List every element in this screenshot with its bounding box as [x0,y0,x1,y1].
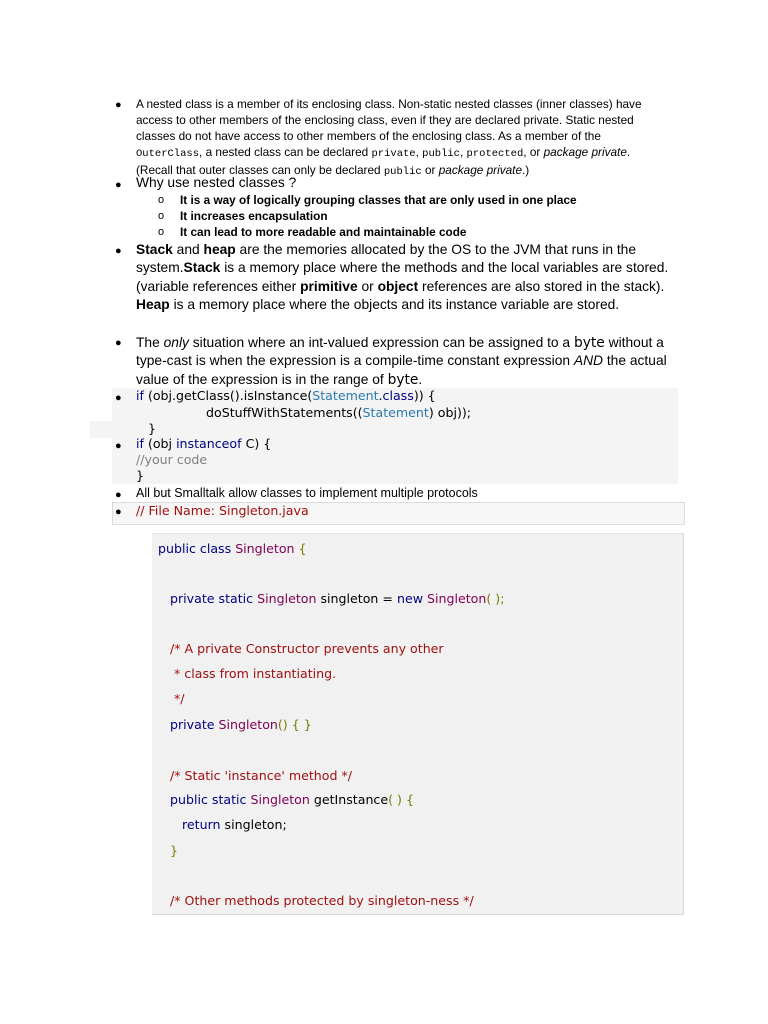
sub-bullet-circle: o [158,226,165,238]
sub-bullet-circle: o [158,210,165,222]
code-comment: /* Other methods protected by singleton-ness */ [170,893,474,908]
reason-item: It increases encapsulation [180,209,328,223]
code-line: public static Singleton getInstance( ) { [170,792,414,807]
byte-paragraph: The only situation where an int-valued expression can be assigned to a byte without a type-cast is when the expression is a compile-time constant expression AND the actual value of the expression is in the range of byte. [136,335,667,388]
code-comment: /* Static 'instance' method */ [170,768,353,783]
bullet-dot: ● [115,440,122,452]
code-line: doStuffWithStatements((Statement) obj)); [206,405,472,420]
code-line: public class Singleton { [158,541,307,556]
code-line: return singleton; [182,817,287,832]
singleton-code-block [152,533,684,915]
why-heading: Why use nested classes ? [136,175,297,190]
code-comment: //your code [136,452,208,467]
code-comment: /* A private Constructor prevents any other [170,641,444,656]
code-line: } [170,843,179,858]
sub-bullet-circle: o [158,194,165,206]
code-line: if (obj instanceof C) { [136,436,272,451]
protocols-text: All but Smalltalk allow classes to implement multiple protocols [136,486,478,500]
code-comment: */ [170,691,185,706]
bullet-dot: ● [115,99,122,111]
code-line: } [136,468,145,483]
nested-class-paragraph: A nested class is a member of its enclosing class. Non-static nested classes (inner classes) have access to other members of the enclosing class, even if they are declared private. Static nested classes do not have access to other members of the enclosing class. As a member of the OuterClass, a nested class can be declared private, public, protected, or package private. (Recall that outer classes can only be declared public or package private.) [136,97,642,178]
code-line: if (obj.getClass().isInstance(Statement.class)) { [136,388,436,403]
code-line: private static Singleton singleton = new Singleton( ); [170,591,505,606]
bullet-dot: ● [115,392,122,404]
reason-item: It is a way of logically grouping classes that are only used in one place [180,193,577,207]
bullet-dot: ● [115,489,122,501]
code-comment: * class from instantiating. [170,666,337,681]
code-line: private Singleton() { } [170,717,312,732]
bullet-dot: ● [115,506,122,518]
code-snippet-background [90,421,112,438]
bullet-dot: ● [115,179,122,191]
bullet-dot: ● [115,337,122,349]
reason-item: It can lead to more readable and maintainable code [180,225,467,239]
code-line: } [148,421,157,436]
bullet-dot: ● [115,245,122,257]
file-name-comment: // File Name: Singleton.java [136,503,309,518]
stack-heap-paragraph: Stack and heap are the memories allocated by the OS to the JVM that runs in the system.Stack is a memory place where the methods and the local variables are stored. (variable references either primitive or object references are also stored in the stack). Heap is a memory place where the objects and its instance variable are stored. [136,242,669,312]
